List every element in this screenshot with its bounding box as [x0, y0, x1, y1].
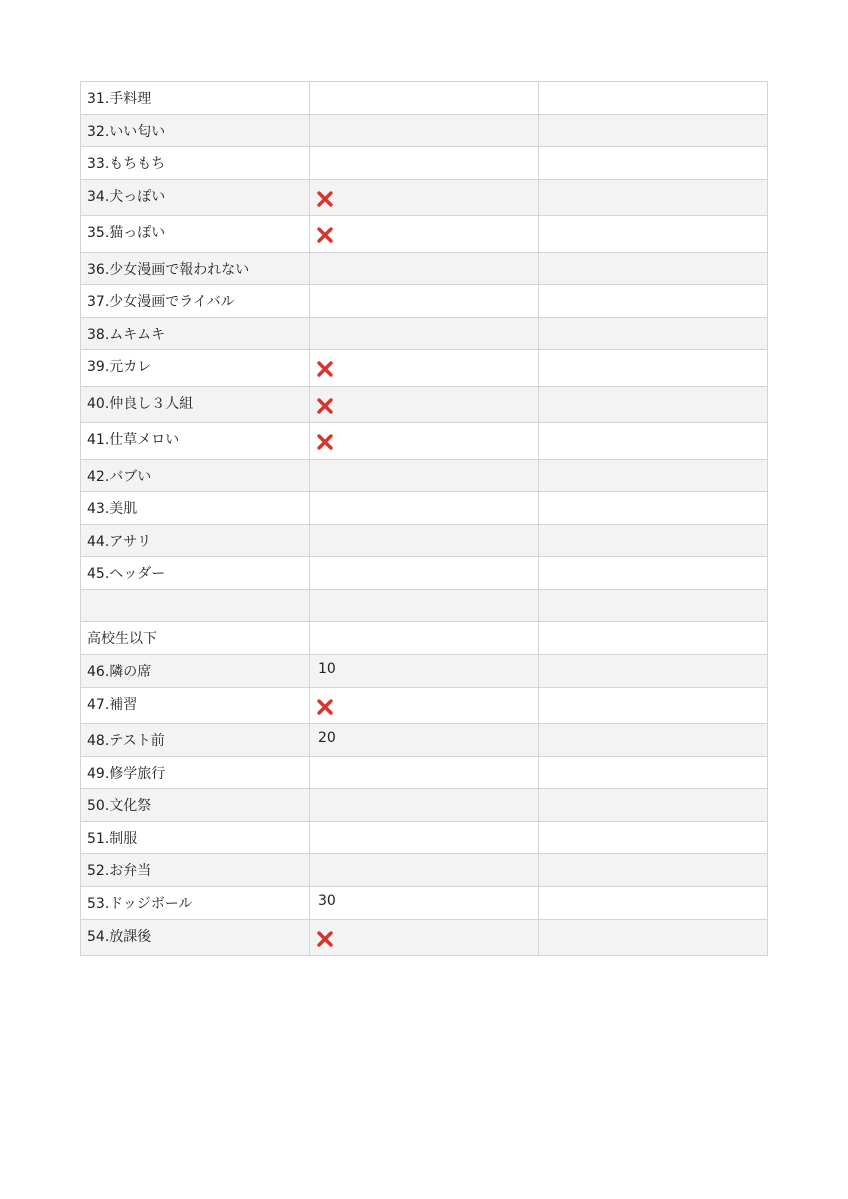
table-row: [81, 557, 768, 590]
item-status-cell: [310, 114, 539, 147]
table-row: [81, 423, 768, 459]
item-note-cell: [539, 114, 768, 147]
item-label: 40.仲良し３人組: [87, 395, 194, 412]
item-label-cell: [81, 589, 310, 622]
table-row: [81, 622, 768, 655]
table-row: [81, 589, 768, 622]
item-label: 53.ドッジボール: [87, 896, 193, 913]
item-label: 34.犬っぽい: [87, 188, 166, 205]
cross-icon: [316, 930, 334, 948]
item-label-cell: [81, 147, 310, 180]
item-label-cell: [81, 317, 310, 350]
item-status-cell: [310, 789, 539, 822]
item-note-cell: [539, 655, 768, 688]
item-status-cell: [310, 724, 539, 757]
item-status-cell: [310, 179, 539, 215]
table-row: [81, 687, 768, 723]
item-label-cell: [81, 919, 310, 955]
cross-icon: [316, 226, 334, 244]
item-note-cell: [539, 821, 768, 854]
item-value: 10: [318, 661, 336, 678]
table-row: [81, 524, 768, 557]
item-label-cell: [81, 821, 310, 854]
item-note-cell: [539, 492, 768, 525]
item-label-cell: [81, 252, 310, 285]
item-status-cell: [310, 821, 539, 854]
item-label-cell: [81, 687, 310, 723]
item-status-cell: [310, 687, 539, 723]
cross-icon: [316, 397, 334, 415]
table-row: [81, 655, 768, 688]
item-label-cell: [81, 114, 310, 147]
item-value: 20: [318, 730, 336, 747]
table-row: [81, 789, 768, 822]
table-row: [81, 919, 768, 955]
item-label: 37.少女漫画でライバル: [87, 294, 235, 311]
table-row: [81, 724, 768, 757]
item-label-cell: [81, 423, 310, 459]
item-label-cell: [81, 524, 310, 557]
item-label: 47.補習: [87, 696, 138, 713]
item-status-cell: [310, 492, 539, 525]
item-note-cell: [539, 350, 768, 386]
item-status-cell: [310, 887, 539, 920]
item-status-cell: [310, 82, 539, 115]
checklist-table: [80, 81, 768, 956]
item-status-cell: [310, 459, 539, 492]
item-note-cell: [539, 317, 768, 350]
item-label: 46.隣の席: [87, 664, 152, 681]
item-note-cell: [539, 557, 768, 590]
item-status-cell: [310, 216, 539, 252]
item-note-cell: [539, 423, 768, 459]
item-label: 45.ヘッダー: [87, 566, 166, 583]
item-label-cell: [81, 854, 310, 887]
table-row: [81, 114, 768, 147]
item-label-cell: [81, 724, 310, 757]
item-note-cell: [539, 687, 768, 723]
item-note-cell: [539, 789, 768, 822]
item-note-cell: [539, 919, 768, 955]
cross-icon: [316, 190, 334, 208]
item-status-cell: [310, 655, 539, 688]
item-value: 30: [318, 893, 336, 910]
table-row: [81, 756, 768, 789]
item-note-cell: [539, 252, 768, 285]
table-row: [81, 179, 768, 215]
item-status-cell: [310, 317, 539, 350]
item-label: 32.いい匂い: [87, 123, 166, 140]
table-row: [81, 350, 768, 386]
cross-icon: [316, 698, 334, 716]
item-label-cell: [81, 285, 310, 318]
item-status-cell: [310, 524, 539, 557]
table-row: [81, 459, 768, 492]
item-label: 35.猫っぽい: [87, 225, 166, 242]
table-row: [81, 252, 768, 285]
item-note-cell: [539, 216, 768, 252]
item-label: 49.修学旅行: [87, 765, 166, 782]
item-status-cell: [310, 919, 539, 955]
item-label: 33.もちもち: [87, 156, 166, 173]
item-label-cell: [81, 82, 310, 115]
item-label: 41.仕草メロい: [87, 432, 180, 449]
item-label: 38.ムキムキ: [87, 326, 166, 343]
item-label: 36.少女漫画で報われない: [87, 261, 250, 278]
item-status-cell: [310, 622, 539, 655]
table-row: [81, 854, 768, 887]
item-status-cell: [310, 350, 539, 386]
item-status-cell: [310, 147, 539, 180]
item-label: 54.放課後: [87, 928, 152, 945]
item-note-cell: [539, 589, 768, 622]
item-status-cell: [310, 557, 539, 590]
item-label: 48.テスト前: [87, 733, 165, 750]
item-label-cell: [81, 459, 310, 492]
item-label-cell: [81, 887, 310, 920]
checklist-table-body: [81, 82, 768, 956]
item-note-cell: [539, 459, 768, 492]
item-label: 43.美肌: [87, 501, 138, 518]
item-status-cell: [310, 854, 539, 887]
item-status-cell: [310, 386, 539, 422]
item-label: 42.バブい: [87, 468, 152, 485]
item-status-cell: [310, 252, 539, 285]
item-status-cell: [310, 589, 539, 622]
item-label: 39.元カレ: [87, 359, 152, 376]
item-note-cell: [539, 82, 768, 115]
table-row: [81, 147, 768, 180]
item-label-cell: [81, 557, 310, 590]
item-note-cell: [539, 887, 768, 920]
item-note-cell: [539, 756, 768, 789]
item-note-cell: [539, 854, 768, 887]
item-label-cell: [81, 350, 310, 386]
cross-icon: [316, 360, 334, 378]
item-label: 50.文化祭: [87, 798, 152, 815]
table-row: [81, 317, 768, 350]
item-label: 44.アサリ: [87, 533, 152, 550]
cross-icon: [316, 433, 334, 451]
item-label-cell: [81, 622, 310, 655]
item-note-cell: [539, 622, 768, 655]
table-row: [81, 285, 768, 318]
item-label-cell: [81, 789, 310, 822]
table-row: [81, 216, 768, 252]
item-label-cell: [81, 386, 310, 422]
table-row: [81, 887, 768, 920]
item-label: 31.手料理: [87, 91, 152, 107]
item-status-cell: [310, 423, 539, 459]
item-label-cell: [81, 216, 310, 252]
item-note-cell: [539, 285, 768, 318]
table-row: [81, 492, 768, 525]
item-label-cell: [81, 492, 310, 525]
item-note-cell: [539, 386, 768, 422]
item-label: 52.お弁当: [87, 863, 152, 880]
table-row: [81, 386, 768, 422]
item-label-cell: [81, 179, 310, 215]
item-note-cell: [539, 179, 768, 215]
item-note-cell: [539, 524, 768, 557]
item-note-cell: [539, 147, 768, 180]
item-label: 51.制服: [87, 830, 138, 847]
table-row: [81, 82, 768, 115]
item-status-cell: [310, 756, 539, 789]
item-status-cell: [310, 285, 539, 318]
item-label: 高校生以下: [87, 631, 157, 648]
item-note-cell: [539, 724, 768, 757]
table-row: [81, 821, 768, 854]
item-label-cell: [81, 756, 310, 789]
item-label-cell: [81, 655, 310, 688]
